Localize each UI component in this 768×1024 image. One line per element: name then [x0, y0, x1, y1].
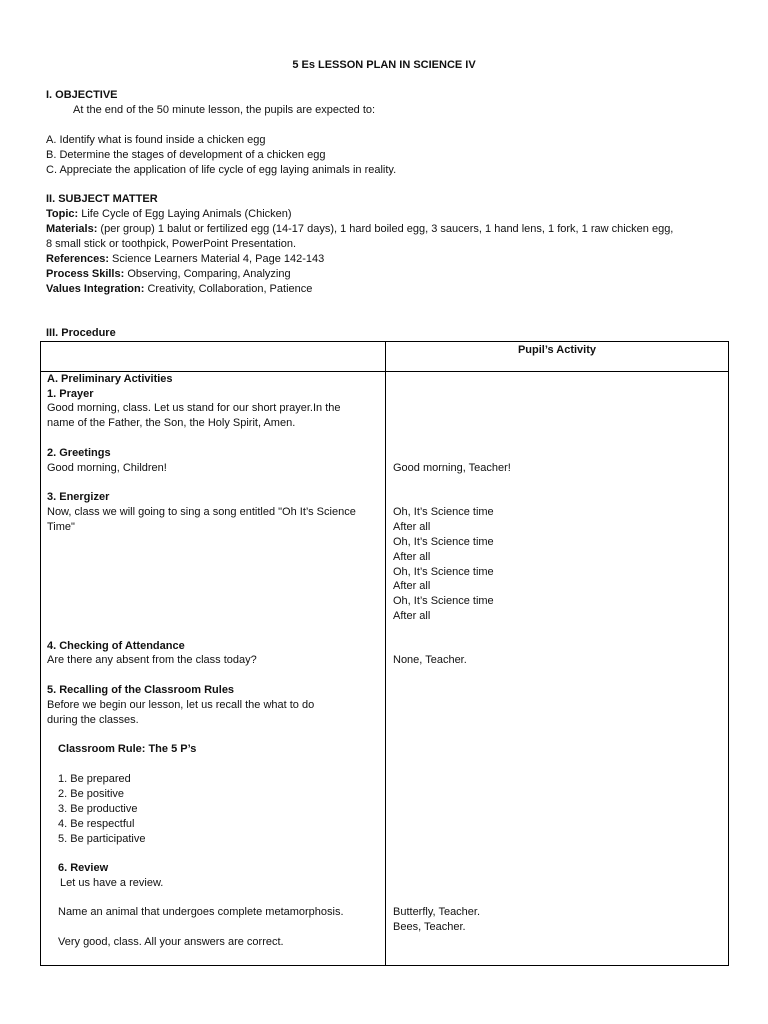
classroom-rules-line-2: during the classes.	[47, 714, 139, 726]
song-line: Oh, It’s Science time	[393, 595, 494, 607]
topic-label: Topic:	[46, 208, 79, 220]
values-integration-value: Creativity, Collaboration, Patience	[147, 283, 313, 295]
topic-value: Life Cycle of Egg Laying Animals (Chicken)	[81, 208, 292, 220]
procedure-heading: III. Procedure	[46, 327, 116, 339]
materials-label: Materials:	[46, 223, 98, 235]
attendance-pupil: None, Teacher.	[393, 654, 467, 666]
energizer-heading: 3. Energizer	[47, 491, 110, 503]
procedure-table	[40, 341, 729, 966]
prayer-line-2: name of the Father, the Son, the Holy Spirit, Amen.	[47, 417, 296, 429]
review-answer-2: Bees, Teacher.	[393, 921, 466, 933]
rule-item: 4. Be respectful	[58, 818, 135, 830]
rule-item: 3. Be productive	[58, 803, 138, 815]
classroom-rules-heading: 5. Recalling of the Classroom Rules	[47, 684, 235, 696]
materials-value: (per group) 1 balut or fertilized egg (14-17 days), 1 hard boiled egg, 3 saucers, 1 hand lens, 1 fork, 1 raw chicken egg,	[100, 223, 674, 235]
pupil-activity-header: Pupil’s Activity	[517, 344, 597, 356]
rule-item: 1. Be prepared	[58, 773, 131, 785]
values-integration-line	[46, 282, 312, 297]
process-skills-label: Process Skills:	[46, 268, 125, 280]
rule-item: 2. Be positive	[58, 788, 125, 800]
pupil-activity-cell	[386, 372, 729, 966]
process-skills-line	[46, 267, 291, 282]
song-line: After all	[393, 610, 431, 622]
song-line: After all	[393, 551, 431, 563]
energizer-line-2: Time"	[47, 521, 75, 533]
process-skills-value: Observing, Comparing, Analyzing	[127, 268, 291, 280]
attendance-teacher: Are there any absent from the class today?	[47, 654, 257, 666]
teacher-activity-cell	[41, 372, 386, 966]
rule-item: 5. Be participative	[58, 833, 146, 845]
prayer-heading: 1. Prayer	[47, 388, 94, 400]
objective-item-c: C. Appreciate the application of life cycle of egg laying animals in reality.	[46, 164, 397, 176]
song-line: Oh, It’s Science time	[393, 566, 494, 578]
review-closing: Very good, class. All your answers are correct.	[58, 936, 284, 948]
objective-item-b: B. Determine the stages of development of a chicken egg	[46, 149, 326, 161]
song-line: Oh, It’s Science time	[393, 506, 494, 518]
document-title: 5 Es LESSON PLAN IN SCIENCE IV	[292, 59, 476, 71]
values-integration-label: Values Integration:	[46, 283, 145, 295]
song-line: Oh, It’s Science time	[393, 536, 494, 548]
materials-line	[46, 222, 673, 237]
pupil-activity-header-cell	[386, 342, 729, 372]
review-heading: 6. Review	[58, 862, 109, 874]
preliminary-activities-heading: A. Preliminary Activities	[47, 373, 173, 385]
review-question: Name an animal that undergoes complete metamorphosis.	[58, 906, 344, 918]
energizer-line-1: Now, class we will going to sing a song entitled "Oh It’s Science	[47, 506, 356, 518]
classroom-rule-title: Classroom Rule: The 5 P’s	[58, 743, 197, 755]
procedure-body-row	[41, 372, 729, 966]
teacher-activity-header-cell	[41, 342, 386, 372]
references-line	[46, 252, 324, 267]
attendance-heading: 4. Checking of Attendance	[47, 640, 185, 652]
song-line: After all	[393, 580, 431, 592]
subject-matter-heading: II. SUBJECT MATTER	[46, 193, 158, 205]
classroom-rules-line-1: Before we begin our lesson, let us recall the what to do	[47, 699, 315, 711]
review-answer-1: Butterfly, Teacher.	[393, 906, 481, 918]
song-line: After all	[393, 521, 431, 533]
review-intro: Let us have a review.	[60, 877, 164, 889]
materials-continued: 8 small stick or toothpick, PowerPoint Presentation.	[46, 238, 297, 250]
topic-line	[46, 207, 292, 222]
greetings-heading: 2. Greetings	[47, 447, 111, 459]
objective-item-a: A. Identify what is found inside a chicken egg	[46, 134, 266, 146]
greetings-teacher: Good morning, Children!	[47, 462, 167, 474]
references-label: References:	[46, 253, 109, 265]
objective-intro: At the end of the 50 minute lesson, the pupils are expected to:	[73, 104, 376, 116]
objective-heading: I. OBJECTIVE	[46, 89, 118, 101]
greetings-pupil: Good morning, Teacher!	[393, 462, 511, 474]
prayer-line-1: Good morning, class. Let us stand for our short prayer.In the	[47, 402, 341, 414]
references-value: Science Learners Material 4, Page 142-143	[112, 253, 325, 265]
procedure-header-row	[41, 342, 729, 372]
